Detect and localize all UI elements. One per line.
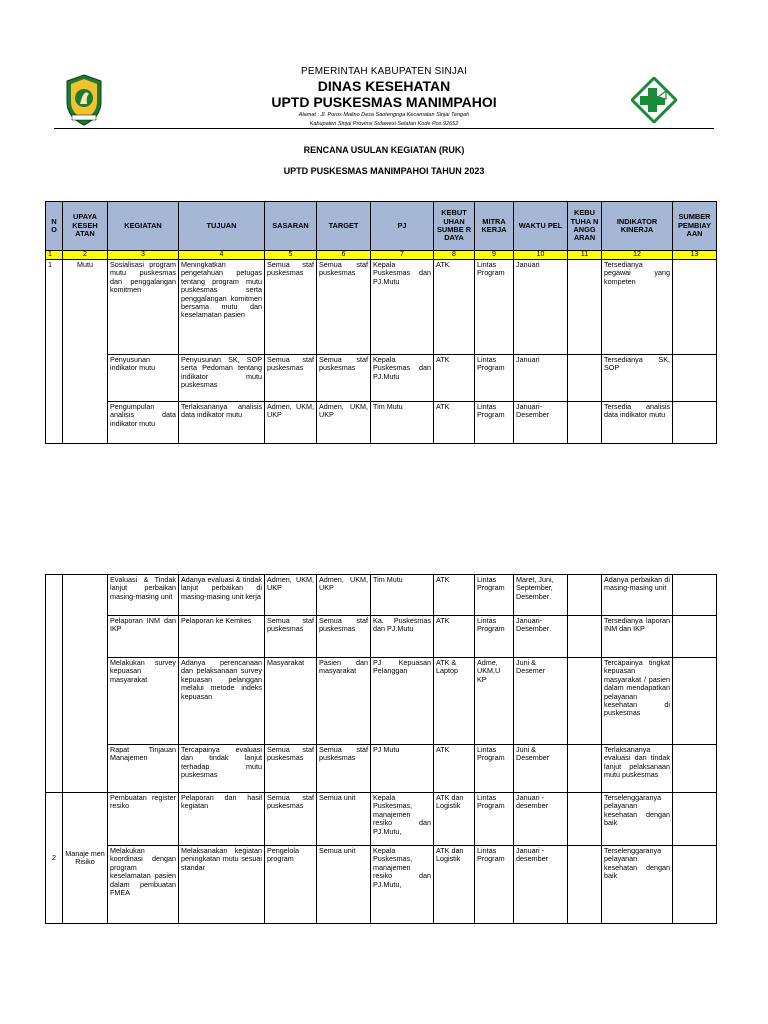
col-header-target: TARGET [317, 202, 371, 251]
mitra-cell: Lintas Program [475, 402, 514, 444]
sasaran-cell: Semua staf puskesmas [265, 793, 317, 846]
sumber-cell [673, 745, 717, 793]
col-header-sumber: SUMBER PEMBIAY AAN [673, 202, 717, 251]
col-number: 1 [46, 251, 63, 260]
sasaran-cell: Semua staf puskesmas [265, 260, 317, 355]
sasaran-cell: Admen, UKM, UKP [265, 402, 317, 444]
pj-cell: PJ Mutu [371, 745, 434, 793]
mitra-cell: Lintas Program [475, 616, 514, 658]
col-header-tujuan: TUJUAN [179, 202, 265, 251]
tujuan-cell: Melaksanakan kegiatan peningkatan mutu sesuai standar [179, 846, 265, 924]
kegiatan-cell: Melakukan survey kepuasan masyarakat [108, 658, 179, 745]
target-cell: Semua unit [317, 793, 371, 846]
pj-cell: Kepala Puskesmas dan PJ.Mutu [371, 355, 434, 402]
upaya-cell: Mutu [63, 260, 108, 444]
tujuan-cell: Penyusunan SK, SOP serta Pedoman tentang indikator mutu puskesmas [179, 355, 265, 402]
kebutuhan-cell: ATK [434, 355, 475, 402]
anggaran-cell [568, 793, 602, 846]
document-subtitle: UPTD PUSKESMAS MANIMPAHOI TAHUN 2023 [283, 166, 485, 176]
kegiatan-cell: Penyusunan indikator mutu [108, 355, 179, 402]
anggaran-cell [568, 616, 602, 658]
col-number: 5 [265, 251, 317, 260]
pj-cell: Ka. Puskesmas dan PJ.Mutu [371, 616, 434, 658]
sumber-cell [673, 658, 717, 745]
sumber-cell [673, 575, 717, 616]
column-number-row [46, 251, 717, 260]
table-row [46, 575, 717, 616]
anggaran-cell [568, 355, 602, 402]
sumber-cell [673, 402, 717, 444]
kebutuhan-cell: ATK & Laptop [434, 658, 475, 745]
anggaran-cell [568, 745, 602, 793]
indikator-cell: Tercapainya tingkat kepuasan masyarakat / pasien dalam mendapatkan pelayanan kesehatan di puskesmas [602, 658, 673, 745]
indikator-cell: Adanya perbaikan di masing-masing unit [602, 575, 673, 616]
col-number: 6 [317, 251, 371, 260]
kegiatan-cell: Rapat Tinjauan Manajemen [108, 745, 179, 793]
anggaran-cell [568, 658, 602, 745]
kebutuhan-cell: ATK [434, 260, 475, 355]
tujuan-cell: Pelaporan dan hasil kegiatan [179, 793, 265, 846]
col-number: 11 [568, 251, 602, 260]
col-header-kebutuhan: KEBUT UHAN SUMBE R DAYA [434, 202, 475, 251]
kegiatan-cell: Pembuatan register resiko [108, 793, 179, 846]
tujuan-cell: Pelaporan ke Kemkes [179, 616, 265, 658]
waktu-cell: Januari - desember [514, 846, 568, 924]
target-cell: Semua staf puskesmas [317, 745, 371, 793]
sumber-cell [673, 793, 717, 846]
col-header-sasaran: SASARAN [265, 202, 317, 251]
col-number: 10 [514, 251, 568, 260]
col-number: 4 [179, 251, 265, 260]
tujuan-cell: Terlaksananya analisis data indikator mutu [179, 402, 265, 444]
sasaran-cell: Admen, UKM, UKP [265, 575, 317, 616]
table-row [46, 402, 717, 444]
mitra-cell: Lintas Program [475, 793, 514, 846]
col-number: 13 [673, 251, 717, 260]
waktu-cell: Juni & Desember [514, 745, 568, 793]
sumber-cell [673, 260, 717, 355]
puskesmas-line: UPTD PUSKESMAS MANIMPAHOI [271, 94, 497, 110]
anggaran-cell [568, 575, 602, 616]
col-header-upaya: UPAYA KESEH ATAN [63, 202, 108, 251]
col-header-mitra: MITRA KERJA [475, 202, 514, 251]
indikator-cell: Tersedianya pegawai yang kompeten [602, 260, 673, 355]
mitra-cell: Lintas Program [475, 575, 514, 616]
address-line-2: Kabupaten Sinjai Provinsi Sulawesi Selatan Kode Pos 92652 [309, 121, 459, 127]
sasaran-cell: Semua staf puskesmas [265, 745, 317, 793]
mitra-cell: Lintas Program [475, 745, 514, 793]
mitra-cell: Adme, UKM,U KP [475, 658, 514, 745]
kebutuhan-cell: ATK [434, 575, 475, 616]
target-cell: Semua unit [317, 846, 371, 924]
target-cell: Semua staf puskesmas [317, 616, 371, 658]
waktu-cell: Maret, Juni, September, Desember [514, 575, 568, 616]
col-number: 7 [371, 251, 434, 260]
sasaran-cell: Semua staf puskesmas [265, 616, 317, 658]
anggaran-cell [568, 260, 602, 355]
col-number: 9 [475, 251, 514, 260]
tujuan-cell: Adanya evaluasi & tindak lanjut perbaikan di masing-masing unit kerja [179, 575, 265, 616]
table-row [46, 793, 717, 846]
address-line-1: Alamat : Jl. Poros Malino Desa Saotengnga Kecamatan Sinjai Tengah [298, 112, 470, 118]
target-cell: Semua staf puskesmas [317, 260, 371, 355]
indikator-cell: Terselenggaranya pelayanan kesehatan dengan baik [602, 793, 673, 846]
kegiatan-cell: Pengumpulan analisis data indikator mutu [108, 402, 179, 444]
sasaran-cell: Semua staf puskesmas [265, 355, 317, 402]
waktu-cell: Januari [514, 355, 568, 402]
table-row [46, 846, 717, 924]
sasaran-cell: Pengelola program [265, 846, 317, 924]
indikator-cell: Tersedianya laporan INM dan IKP [602, 616, 673, 658]
pj-cell: Kepala Puskesmas, manajemen resiko dan PJ.Mutu, [371, 793, 434, 846]
col-number: 8 [434, 251, 475, 260]
target-cell: Admen, UKM, UKP [317, 402, 371, 444]
row-number-cell: 2 [46, 793, 63, 924]
target-cell: Semua staf puskesmas [317, 355, 371, 402]
waktu-cell: Januari-Desember [514, 616, 568, 658]
header-row [46, 202, 717, 251]
document-title: RENCANA USULAN KEGIATAN (RUK) [303, 145, 465, 155]
kebutuhan-cell: ATK [434, 616, 475, 658]
tujuan-cell: Tercapainya evaluasi dan tindak lanjut terhadap mutu puskesmas [179, 745, 265, 793]
indikator-cell: Tersedianya SK, SOP [602, 355, 673, 402]
indikator-cell: Terlaksananya evaluasi dan tindak lanjut pelaksanaan mutu puskesmas [602, 745, 673, 793]
sasaran-cell: Masyarakat [265, 658, 317, 745]
col-header-kegiatan: KEGIATAN [108, 202, 179, 251]
sumber-cell [673, 616, 717, 658]
sumber-cell [673, 355, 717, 402]
tujuan-cell: Adanya perencanaan dan pelaksanaan survey kepuasan pelanggan melalui metode indeks kepuasan [179, 658, 265, 745]
agency-line: DINAS KESEHATAN [317, 78, 451, 94]
waktu-cell: Januari [514, 260, 568, 355]
pj-cell: PJ Kepuasan Pelanggan [371, 658, 434, 745]
table-row [46, 616, 717, 658]
kebutuhan-cell: ATK dan Logistik [434, 846, 475, 924]
col-header-pj: PJ [371, 202, 434, 251]
kegiatan-cell: Evaluasi & Tindak lanjut perbaikan masing-masing unit [108, 575, 179, 616]
col-number: 12 [602, 251, 673, 260]
indikator-cell: Tersedia analisis data indikator mutu [602, 402, 673, 444]
pj-cell: Kepala Puskesmas dan PJ.Mutu [371, 260, 434, 355]
target-cell: Pasien dan masyarakat [317, 658, 371, 745]
tujuan-cell: Meningkatkan pengetahuan petugas tentang program mutu puskesmas serta penggalangan komitmen bersama mutu dan keselamatan pasien [179, 260, 265, 355]
waktu-cell: Januari - desember [514, 793, 568, 846]
table-row [46, 260, 717, 355]
puskesmas-logo [631, 77, 677, 123]
kebutuhan-cell: ATK [434, 745, 475, 793]
pj-cell: Tim Mutu [371, 575, 434, 616]
col-header-indikator: INDIKATOR KINERJA [602, 202, 673, 251]
ruk-table-part2 [45, 574, 717, 924]
indikator-cell: Terselenggaranya pelayanan kesehatan dengan baik [602, 846, 673, 924]
table-row [46, 355, 717, 402]
anggaran-cell [568, 846, 602, 924]
col-header-waktu: WAKTU PEL [514, 202, 568, 251]
ruk-table-part1 [45, 201, 717, 444]
table-row [46, 745, 717, 793]
kebutuhan-cell: ATK dan Logistik [434, 793, 475, 846]
upaya-cell [63, 575, 108, 793]
table-row [46, 658, 717, 745]
government-line: PEMERINTAH KABUPATEN SINJAI [301, 66, 467, 77]
col-number: 2 [63, 251, 108, 260]
upaya-cell: Manaje men Risiko [63, 793, 108, 924]
row-number-cell: 1 [46, 260, 63, 444]
kegiatan-cell: Sosialisasi program mutu puskesmas dan penggalangan komitmen [108, 260, 179, 355]
col-header-no: N O [46, 202, 63, 251]
row-number-cell [46, 575, 63, 793]
col-number: 3 [108, 251, 179, 260]
kegiatan-cell: Pelaporan INM dan IKP [108, 616, 179, 658]
waktu-cell: Januari-Desember [514, 402, 568, 444]
sumber-cell [673, 846, 717, 924]
col-header-anggaran: KEBU TUHA N ANGG ARAN [568, 202, 602, 251]
waktu-cell: Juni & Desemer [514, 658, 568, 745]
mitra-cell: Lintas Program [475, 846, 514, 924]
mitra-cell: Lintas Program [475, 355, 514, 402]
mitra-cell: Lintas Program [475, 260, 514, 355]
pj-cell: Tim Mutu [371, 402, 434, 444]
kegiatan-cell: Melakukan koordinasi dengan program keselamatan pasien dalam pembuatan FMEA [108, 846, 179, 924]
kebutuhan-cell: ATK [434, 402, 475, 444]
header-rule [54, 128, 714, 129]
target-cell: Admen, UKM, UKP [317, 575, 371, 616]
anggaran-cell [568, 402, 602, 444]
pj-cell: Kepala Puskesmas, manajemen resiko dan PJ.Mutu, [371, 846, 434, 924]
